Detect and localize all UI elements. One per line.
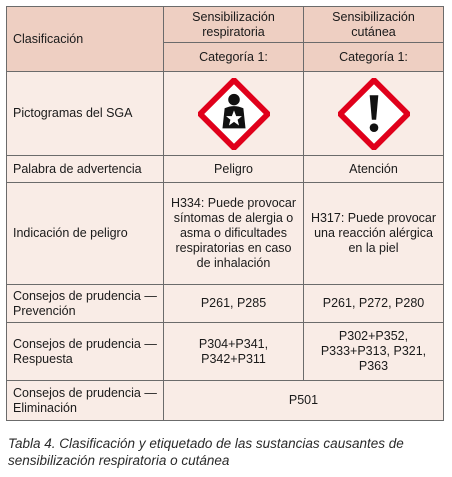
signal-word-label: Palabra de advertencia	[7, 156, 164, 183]
response-cutaneous: P302+P352, P333+P313, P321, P363	[304, 323, 444, 381]
respiratory-category: Categoría 1:	[164, 43, 304, 72]
response-respiratory: P304+P341, P342+P311	[164, 323, 304, 381]
ghs-classification-table	[6, 6, 444, 421]
hazard-label: Indicación de peligro	[7, 183, 164, 285]
prevention-respiratory: P261, P285	[164, 285, 304, 323]
health-hazard-icon	[198, 78, 270, 150]
disposal-value: P501	[164, 381, 444, 421]
classification-header: Clasificación	[7, 7, 164, 72]
response-label: Consejos de prudencia — Respuesta	[7, 323, 164, 381]
cutaneous-category: Categoría 1:	[304, 43, 444, 72]
exclamation-mark-icon	[338, 78, 410, 150]
pictograms-label: Pictogramas del SGA	[7, 72, 164, 156]
respiratory-header: Sensibilización respiratoria	[164, 7, 304, 43]
health-hazard-cell	[164, 72, 304, 156]
pictograms-row	[7, 72, 444, 156]
signal-word-respiratory: Peligro	[164, 156, 304, 183]
hazard-respiratory: H334: Puede provocar síntomas de alergia o asma o dificultades respiratorias en caso de inhalación	[164, 183, 304, 285]
cutaneous-header: Sensibilización cutánea	[304, 7, 444, 43]
prevention-row	[7, 285, 444, 323]
prevention-label: Consejos de prudencia — Prevención	[7, 285, 164, 323]
prevention-cutaneous: P261, P272, P280	[304, 285, 444, 323]
hazard-cutaneous: H317: Puede provocar una reacción alérgica en la piel	[304, 183, 444, 285]
header-row	[7, 7, 444, 43]
disposal-row	[7, 381, 444, 421]
exclamation-cell	[304, 72, 444, 156]
disposal-label: Consejos de prudencia — Eliminación	[7, 381, 164, 421]
signal-word-cutaneous: Atención	[304, 156, 444, 183]
hazard-statement-row	[7, 183, 444, 285]
table-caption: Tabla 4. Clasificación y etiquetado de las sustancias causantes de sensibilización respiratoria o cutánea	[8, 436, 404, 468]
response-row	[7, 323, 444, 381]
signal-word-row	[7, 156, 444, 183]
